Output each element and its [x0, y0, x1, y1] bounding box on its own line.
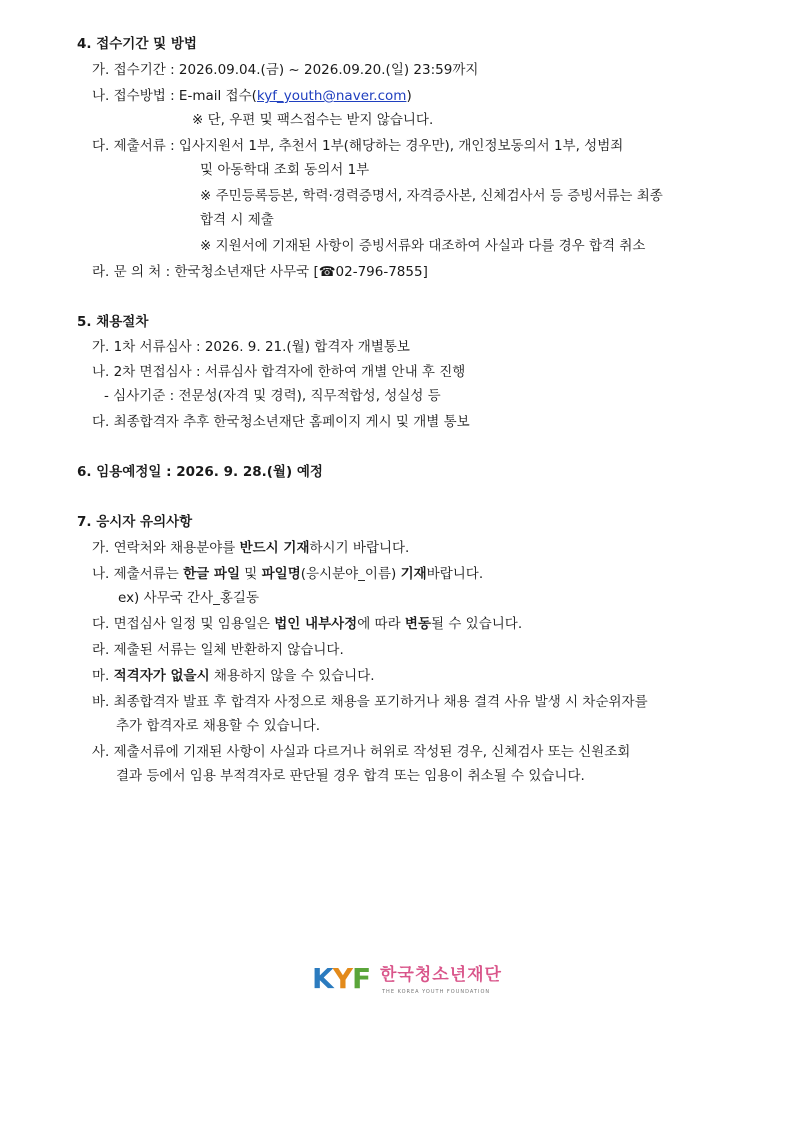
text-segment: 가. 연락처와 채용분야를 [92, 540, 240, 556]
section-4-item-da-line2: 및 아동학대 조회 동의서 1부 [200, 162, 370, 178]
section-7-na-example: ex) 사무국 간사_홍길동 [118, 590, 259, 606]
text-segment: 바랍니다. [426, 566, 484, 582]
emphasis-text: 법인 내부사정 [274, 616, 358, 632]
emphasis-text: 기재 [400, 566, 427, 582]
section-4-item-na [92, 86, 412, 106]
section-5-item-na: 나. 2차 면접심사 : 서류심사 합격자에 한하여 개별 안내 후 진행 [92, 364, 466, 380]
kyf-mark-icon: KYF [312, 962, 371, 995]
text-segment: 나. 제출서류는 [92, 566, 184, 582]
text-segment: 하시기 바랍니다. [309, 540, 410, 556]
section-4-da-note2: ※ 지원서에 기재된 사항이 증빙서류와 대조하여 사실과 다를 경우 합격 취소 [200, 238, 646, 254]
text-segment: (응시분야_이름) [300, 566, 401, 582]
text-segment: 될 수 있습니다. [431, 616, 523, 632]
section-4-na-note: ※ 단, 우편 및 팩스접수는 받지 않습니다. [192, 112, 434, 128]
section-7-item-ba-line1: 바. 최종합격자 발표 후 합격자 사정으로 채용을 포기하거나 채용 결격 사유 발생 시 차순위자를 [92, 694, 648, 710]
section-5-title: 5. 채용절차 [77, 314, 149, 330]
submission-method-close: ) [406, 88, 412, 104]
text-segment: 다. 면접심사 일정 및 임용일은 [92, 616, 275, 632]
section-7-title: 7. 응시자 유의사항 [77, 514, 193, 530]
section-5-na-criteria: - 심사기준 : 전문성(자격 및 경력), 직무적합성, 성실성 등 [104, 388, 441, 404]
section-7-item-da [92, 614, 522, 634]
emphasis-text: 변동 [404, 616, 432, 632]
section-7-item-na [92, 564, 483, 584]
section-4-item-da-line1: 다. 제출서류 : 입사지원서 1부, 추천서 1부(해당하는 경우만), 개인정보동의서 1부, 성범죄 [92, 138, 624, 154]
kyf-logo [312, 960, 502, 1000]
logo-organization-name: 한국청소년재단 [380, 965, 502, 985]
emphasis-text: 파일명 [261, 566, 301, 582]
section-7-item-sa-line1: 사. 제출서류에 기재된 사항이 사실과 다르거나 허위로 작성된 경우, 신체검사 또는 신원조회 [92, 744, 631, 760]
section-7-item-ga [92, 538, 409, 558]
logo-subtitle: THE KOREA YOUTH FOUNDATION [382, 989, 491, 995]
emphasis-text: 적격자가 없을시 [113, 668, 210, 684]
section-4-da-note1-line2: 합격 시 제출 [200, 212, 274, 228]
text-segment: 및 [240, 566, 262, 582]
section-6-title: 6. 임용예정일 : 2026. 9. 28.(월) 예정 [77, 464, 323, 480]
text-segment: 에 따라 [357, 616, 405, 632]
submission-method-label: 나. 접수방법 : E-mail 접수( [92, 88, 257, 104]
section-7-item-ba-line2: 추가 합격자로 채용할 수 있습니다. [116, 718, 321, 734]
text-segment: 채용하지 않을 수 있습니다. [209, 668, 375, 684]
section-4-da-note1-line1: ※ 주민등록등본, 학력·경력증명서, 자격증사본, 신체검사서 등 증빙서류는 최종 [200, 188, 663, 204]
section-4-item-ga: 가. 접수기간 : 2026.09.04.(금) ~ 2026.09.20.(일) 23:59까지 [92, 62, 479, 78]
email-link[interactable]: kyf_youth@naver.com [256, 88, 407, 104]
section-5-item-da: 다. 최종합격자 추후 한국청소년재단 홈페이지 게시 및 개별 통보 [92, 414, 470, 430]
text-segment: 마. [92, 668, 114, 684]
section-4-title: 4. 접수기간 및 방법 [77, 36, 197, 52]
emphasis-text: 한글 파일 [183, 566, 240, 582]
section-7-item-ma [92, 666, 375, 686]
section-4-item-ra: 라. 문 의 처 : 한국청소년재단 사무국 [☎02-796-7855] [92, 264, 428, 280]
section-5-item-ga: 가. 1차 서류심사 : 2026. 9. 21.(월) 합격자 개별통보 [92, 339, 410, 355]
section-7-item-ra: 라. 제출된 서류는 일체 반환하지 않습니다. [92, 642, 344, 658]
section-7-item-sa-line2: 결과 등에서 임용 부적격자로 판단될 경우 합격 또는 임용이 취소될 수 있습니다. [116, 768, 585, 784]
emphasis-text: 반드시 기재 [239, 540, 310, 556]
